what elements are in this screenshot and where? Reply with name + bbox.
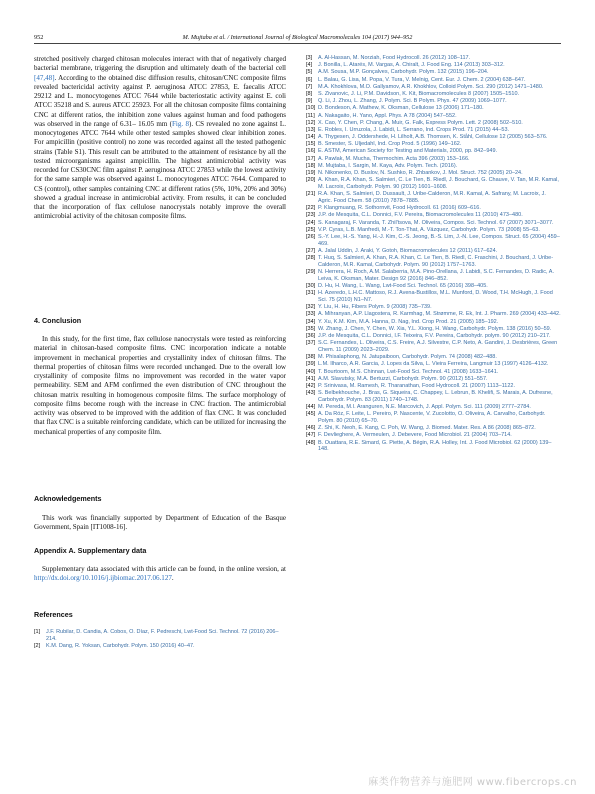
reference-item[interactable]: [306, 404, 561, 411]
reference-number: [27]: [306, 247, 316, 254]
reference-text[interactable]: Q. Li, J. Zhou, L. Zhang, J. Polym. Sci. B Polym. Phys. 47 (2009) 1069–1077.: [318, 98, 507, 105]
reference-text[interactable]: A. Al-Hassan, M. Norziah, Food Hydrocoll. 26 (2012) 108–117.: [318, 55, 471, 61]
reference-item[interactable]: [306, 62, 561, 69]
reference-number: [29]: [306, 269, 316, 276]
reference-item[interactable]: [306, 141, 561, 148]
reference-item[interactable]: [306, 248, 561, 255]
reference-number: [32]: [306, 304, 316, 311]
reference-number: [30]: [306, 283, 316, 290]
reference-number: [45]: [306, 411, 316, 418]
reference-text[interactable]: A. Jalal Uddin, J. Araki, Y. Gotoh, Biomacromolecules 12 (2011) 617–624.: [318, 247, 498, 254]
reference-item[interactable]: [306, 156, 561, 163]
reference-text[interactable]: N. Herrera, H. Roch, A.M. Salaberria, M.A. Pino-Orellana, J. Labidi, S.C. Fernandes, D. Radic, A. Leiva, K. Oksman, Mater. Design 92 (2016) 846–852.: [318, 269, 554, 282]
reference-item[interactable]: [306, 120, 561, 127]
reference-number: [6]: [306, 76, 313, 83]
reference-number: [5]: [306, 69, 313, 76]
reference-number: [37]: [306, 340, 316, 347]
reference-number: [16]: [306, 148, 316, 155]
reference-item[interactable]: [34, 629, 286, 643]
reference-text[interactable]: Z. Shi, K. Neoh, E. Kang, C. Poh, W. Wang, J. Biomed. Mater. Res. A 86 (2008) 865–872.: [318, 425, 536, 432]
reference-number: [14]: [306, 134, 316, 141]
reference-number: [9]: [306, 98, 313, 105]
reference-number: [28]: [306, 255, 316, 262]
reference-item[interactable]: [306, 304, 561, 311]
references-heading: References: [34, 610, 73, 619]
reference-item[interactable]: [306, 234, 561, 248]
reference-text[interactable]: E. ASTM, American Society for Testing and Materials, 2000, pp. 842–949.: [318, 148, 498, 155]
reference-item[interactable]: [306, 113, 561, 120]
reference-number: [44]: [306, 404, 316, 411]
reference-text[interactable]: M. Mujtaba, I. Sargin, M. Kaya, Adv. Polym. Tech. (2016).: [318, 162, 458, 169]
reference-item[interactable]: [306, 69, 561, 76]
reference-item[interactable]: [306, 361, 561, 368]
reference-item[interactable]: [306, 333, 561, 340]
reference-item[interactable]: [306, 177, 561, 191]
reference-item[interactable]: [306, 290, 561, 304]
reference-number: [41]: [306, 375, 316, 382]
reference-item[interactable]: [306, 170, 561, 177]
reference-item[interactable]: [306, 432, 561, 439]
reference-number: [19]: [306, 170, 316, 176]
reference-text[interactable]: H. Azeredo, L.H.C. Mattoso, R.J. Avena-Bustillos, M.L. Munford, D. Wood, T.H. McHugh, J. Food Sci. 75 (2010) N1–N7.: [318, 290, 553, 304]
reference-text[interactable]: J.F. Rubilar, D. Candia, A. Cobos, O. Díaz, F. Pedreschi, Lwt-Food Sci. Technol. 72 (2016) 206–214.: [46, 629, 279, 642]
appendix-paragraph: [34, 565, 286, 584]
reference-text[interactable]: T. Bourtoom, M.S. Chinnan, Lwt-Food Sci. Technol. 41 (2008) 1633–1641.: [318, 368, 499, 375]
reference-text[interactable]: V.P. Cyras, L.B. Manfredi, M.-T. Ton-That, A. Vázquez, Carbohydr. Polym. 73 (2008) 55–63.: [318, 226, 540, 233]
reference-text[interactable]: A. Pawlak, M. Mucha, Thermochim. Acta 396 (2003) 153–166.: [318, 155, 470, 162]
reference-text[interactable]: Y. Liu, H. Hu, Fibers Polym. 9 (2008) 735–739.: [318, 304, 432, 311]
header-rule: [34, 43, 561, 44]
reference-item[interactable]: [306, 220, 561, 227]
reference-item[interactable]: [306, 369, 561, 376]
reference-text[interactable]: E. Robles, I. Urruzola, J. Labidi, L. Serrano, Ind. Crops Prod. 71 (2015) 44–53.: [318, 126, 510, 133]
reference-number: [4]: [306, 62, 313, 69]
reference-number: [1]: [34, 629, 41, 635]
reference-number: [48]: [306, 439, 316, 446]
reference-item[interactable]: [34, 643, 286, 650]
reference-number: [10]: [306, 105, 316, 112]
left-column: [34, 55, 286, 649]
site-watermark: 麻类作物营养与施肥网 www.fibercrops.cn: [368, 777, 577, 788]
reference-number: [25]: [306, 226, 316, 233]
reference-number: [26]: [306, 233, 316, 240]
reference-item[interactable]: [306, 91, 561, 98]
page-number: 952: [34, 34, 44, 41]
reference-number: [39]: [306, 361, 316, 368]
reference-item[interactable]: [306, 411, 561, 425]
reference-number: [38]: [306, 354, 316, 361]
acknowledgements-paragraph: This work was financially supported by Department of Education of the Basque Government, Spain [IT1008-16].: [34, 514, 286, 532]
reference-text[interactable]: S. Kanagaraj, F. Varanda, T. Zhil'tsova, M. Oliveira, Compos. Sci. Technol. 67 (2007) 3071–3077.: [318, 219, 554, 226]
reference-text[interactable]: N. Nikonenko, D. Buslov, N. Sushko, R. Zhbankov, J. Mol. Struct. 752 (2005) 20–24.: [318, 170, 523, 176]
reference-item[interactable]: [306, 98, 561, 105]
reference-item[interactable]: [306, 425, 561, 432]
reference-number: [20]: [306, 177, 316, 184]
reference-number: [12]: [306, 119, 316, 126]
reference-number: [2]: [34, 642, 41, 649]
reference-number: [43]: [306, 390, 316, 397]
reference-text[interactable]: D. Hu, H. Wang, L. Wang, Lwt-Food Sci. Technol. 65 (2016) 398–405.: [318, 283, 488, 290]
reference-number: [42]: [306, 382, 316, 389]
acknowledgements-heading: Acknowledgements: [34, 494, 102, 503]
reference-item[interactable]: [306, 105, 561, 112]
reference-text[interactable]: L. Balau, G. Lisa, M. Popa, V. Tura, V. Melnig, Cent. Eur. J. Chem. 2 (2004) 638–647.: [318, 76, 526, 83]
reference-text[interactable]: B. Smester, S. Uljedahl, Ind. Crop Prod. 5 (1996) 149–162.: [318, 141, 462, 148]
figure-link-8[interactable]: Fig. 8: [172, 119, 190, 128]
reference-item[interactable]: [306, 390, 561, 404]
reference-number: [31]: [306, 290, 316, 297]
reference-text[interactable]: F. Devlieghere, A. Vermeulen, J. Debevere, Food Microbiol. 21 (2004) 703–714.: [318, 432, 512, 439]
reference-text[interactable]: S.C. Fernandes, L. Oliveira, C.S. Freire, A.J. Silvestre, C.P. Neto, A. Gandini, J. Desbrières, Green Chem. 11 (2009) 2023–2029.: [318, 340, 558, 353]
reference-number: [24]: [306, 219, 316, 226]
paragraph-text: stretched positively charged chitosan molecules interact with that of negatively charged bacterial membrane, triggering the disruption and ultimately death of the bacterial cell: [34, 55, 286, 73]
reference-text[interactable]: B. Ouattara, R.E. Simard, G. Piette, A. Bégin, R.A. Holley, Int. J. Food Microbiol. 62 (2000) 139–148.: [318, 439, 552, 453]
reference-number: [36]: [306, 332, 316, 339]
reference-text[interactable]: A.M. Slavutsky, M.A. Bertuzzi, Carbohydr. Polym. 90 (2012) 551–557.: [318, 375, 488, 382]
reference-item[interactable]: [306, 376, 561, 383]
reference-item[interactable]: [306, 319, 561, 326]
reference-item[interactable]: [306, 84, 561, 91]
reference-number: [23]: [306, 212, 316, 219]
reference-text[interactable]: J.P. de Mesquita, C.L. Donnici, I.F. Teixeira, F.V. Pereira, Carbohydr. polym. 90 (2012) 210–217.: [318, 332, 551, 339]
reference-text[interactable]: J.P. de Mesquita, C.L. Donnici, F.V. Pereira, Biomacromolecules 11 (2010) 473–480.: [318, 212, 523, 219]
paragraph-text: Supplementary data associated with this article can be found, in the online version, at: [42, 565, 286, 573]
reference-number: [15]: [306, 141, 316, 148]
reference-list-left: [34, 629, 286, 650]
reference-item[interactable]: [306, 77, 561, 84]
reference-number: [7]: [306, 83, 313, 90]
reference-text[interactable]: K.M. Dang, R. Yoksan, Carbohydr. Polym. 150 (2016) 40–47.: [46, 642, 195, 649]
reference-item[interactable]: [306, 134, 561, 141]
reference-number: [21]: [306, 191, 316, 198]
reference-text[interactable]: Y. Xu, K.M. Kim, M.A. Hanna, D. Nag, Ind. Crop Prod. 21 (2005) 185–192.: [318, 318, 499, 325]
reference-text[interactable]: A. Nakagaito, H. Yano, Appl. Phys. A 78 (2004) 547–552.: [318, 112, 457, 119]
paragraph-text: .: [171, 574, 174, 583]
reference-text[interactable]: A. Da Róz, F. Leite, L. Pereiro, P. Nascente, V. Zucolotto, O. Oliveira, A. Carvalho, Carbohydr. Polym. 80 (2010) 65–70.: [318, 411, 546, 425]
reference-item[interactable]: [306, 255, 561, 269]
reference-item[interactable]: [306, 212, 561, 219]
reference-item[interactable]: [306, 227, 561, 234]
reference-number: [8]: [306, 90, 313, 97]
appendix-heading: Appendix A. Supplementary data: [34, 546, 147, 555]
reference-number: [35]: [306, 325, 316, 332]
reference-item[interactable]: [306, 127, 561, 134]
reference-text[interactable]: L.M. Ilharco, A.R. Garcia, J. Lopes da Silva, L. Vieira Ferreira, Langmuir 13 (1997) 4126–4132.: [318, 361, 549, 368]
reference-list-right: [306, 55, 561, 454]
reference-text[interactable]: D. Bondeson, A. Mathew, K. Oksman, Cellulose 13 (2006) 171–180.: [318, 105, 484, 112]
reference-number: [33]: [306, 311, 316, 318]
reference-text[interactable]: M.A. Khokhlova, M.O. Gallyamov, A.R. Khokhlov, Colloid Polym. Sci. 290 (2012) 1471–1480.: [318, 83, 544, 90]
reference-text[interactable]: P. Klangmuang, R. Sothornvit, Food Hydrocoll. 61 (2016) 609–616.: [318, 205, 481, 212]
reference-item[interactable]: [306, 311, 561, 318]
reference-text[interactable]: A. Khan, R.A. Khan, S. Salmieri, C. Le Tien, B. Riedl, J. Bouchard, G. Chauve, V. Tan, M.R. Kamal, M. Lacroix, Carbohydr. Polym. 90 (2012) 1601–1608.: [318, 177, 559, 190]
supplementary-doi-link[interactable]: http://dx.doi.org/10.1016/j.ijbiomac.2017.06.127: [34, 574, 172, 583]
reference-item[interactable]: [306, 148, 561, 155]
conclusion-paragraph: In this study, for the first time, flax cellulose nanocrystals were tested as reinforcing material in chitosan-based composite films. CNC incorporation indicate a notable improvement in mechanical properties and crystallinity index of chitosan films. The thermal properties of chitosan films were recorded unchanged. Due to the overall low crystallinity of composite films no improvement was recorded in the water vapor permeability. SEM and AFM confirmed the even distribution of CNC throughout the chitosan matrix resulting in homogenous composite films. The surface morphology of composite films become rough with the increase in CNC fraction. The antimicrobial activity was observed to be improved with the addition of flax CNC. It was concluded that flax CNC is a suitable reinforcing candidate, which can be utilized for increasing the mechanical properties of any composite film.: [34, 335, 286, 436]
reference-item[interactable]: [306, 191, 561, 205]
reference-text[interactable]: S.-Y. Lee, H.-S. Yang, H.-J. Kim, C.-S. Jeong, B.-S. Lim, J.-N. Lee, Compos. Struct. 65 (2004) 459–469.: [318, 233, 560, 247]
reference-text[interactable]: M. Pereda, M.I. Aranguren, N.E. Marcovich, J. Appl. Polym. Sci. 111 (2009) 2777–2784.: [318, 404, 531, 411]
reference-text[interactable]: A.M. Sousa, M.P. Gonçalves, Carbohydr. Polym. 132 (2015) 196–204.: [318, 69, 489, 76]
reference-item[interactable]: [306, 283, 561, 290]
reference-item[interactable]: [306, 269, 561, 283]
reference-text[interactable]: J. Bonilla, L. Atarés, M. Vargas, A. Chiralt, J. Food Eng. 114 (2013) 303–312.: [318, 62, 505, 69]
reference-text[interactable]: T. Huq, S. Salmieri, A. Khan, R.A. Khan, C. Le Tien, B. Riedl, C. Fraschini, J. Bouchard, J. Uribe-Calderon, M.R. Kamal, Carbohydr. Polym. 90 (2012) 1757–1763.: [318, 255, 554, 268]
reference-text[interactable]: P. Srinivasa, M. Ramesh, R. Tharanathan, Food Hydrocoll. 21 (2007) 1113–1122.: [318, 382, 515, 389]
reference-number: [11]: [306, 112, 315, 119]
reference-text[interactable]: X. Cao, Y. Chen, P. Chang, A. Muir, G. Falk, Express Polym. Lett. 2 (2008) 502–510.: [318, 119, 523, 126]
reference-text[interactable]: S. Zivanovic, J. Li, P.M. Davidson, K. Kit, Biomacromolecules 8 (2007) 1505–1510.: [318, 90, 520, 97]
reference-text[interactable]: A. Mihranyan, A.P. Llagostera, R. Karmhag, M. Strømme, R. Ek, Int. J. Pharm. 269 (2004) 433–442.: [318, 311, 561, 318]
reference-number: [22]: [306, 205, 316, 212]
reference-number: [17]: [306, 155, 316, 162]
reference-text[interactable]: S. Belbekhouche, J. Bras, G. Siqueira, C. Chappey, L. Lebrun, B. Khelifi, S. Marais, A. Dufresne, Carbohydr. Polym. 83 (2011) 1740–1748.: [318, 390, 553, 403]
conclusion-heading: 4. Conclusion: [34, 316, 82, 325]
reference-item[interactable]: [306, 163, 561, 170]
reference-number: [13]: [306, 126, 316, 133]
reference-number: [46]: [306, 425, 316, 432]
reference-number: [40]: [306, 368, 316, 375]
reference-number: [34]: [306, 318, 316, 325]
reference-number: [18]: [306, 162, 316, 169]
reference-item[interactable]: [306, 326, 561, 333]
reference-item[interactable]: [306, 354, 561, 361]
reference-number: [47]: [306, 432, 316, 439]
reference-item[interactable]: [306, 383, 561, 390]
reference-item[interactable]: [306, 55, 561, 62]
paragraph-text: . According to the obtained disc diffusion results, chitosan/CNC composite films revealed bactericidal activity against P. aeruginosa ATCC 27853, E. faecalis ATCC 29212 and L. monocytogenes ATCC 7644 while bacteriostatic activity against E. coli ATCC 35218 and S. aureus ATCC 25923. For all the chitosan composite films containing CNC at different ratios, the inhibition zone values against human and food pathogens was observed in the range of 6.31– 16.05 mm (: [34, 73, 286, 128]
reference-text[interactable]: M. Phisalaphong, N. Jatupaiboon, Carbohydr. Polym. 74 (2008) 482–488.: [318, 354, 497, 361]
reference-text[interactable]: W. Zhang, J. Chen, Y. Chen, W. Xia, Y.L. Xiong, H. Wang, Carbohydr. Polym. 138 (2016) 50–59.: [318, 325, 552, 332]
paragraph-text: ). CS revealed no zone against L. monocytogenes ATCC 7644 while other tested samples showed clear inhibition zones. For ampicillin (positive control) no zone was recorded against all the tested pathogenic strains (Table S1). This result can be attributed to the attainment of resistance by all the tested microorganisms against ampicillin. The highest antimicrobial activity was recorded for CS30CNC film against P. aeruginosa ATCC 27853 while the lowest activity for the same sample was observed against L. monocytogenes ATCC 7644. Compared to CS (control), other samples containing CNC at different ratios (5%, 10%, 20% and 30%) showed a gradual increase in antimicrobial activity. From results, it can be concluded that the incorporation of flax cellulose nanocrystals notably improve the overall antimicrobial activity of the chitosan composite films.: [34, 119, 286, 221]
results-paragraph: [34, 55, 286, 222]
journal-citation: M. Mujtaba et al. / International Journal of Biological Macromolecules 104 (2017) 944–952: [182, 34, 413, 41]
reference-text[interactable]: A. Thygesen, J. Oddershede, H. Lilholt, A.B. Thomsen, K. Ståhl, Cellulose 12 (2005) 563–576.: [318, 134, 548, 141]
reference-text[interactable]: R.A. Khan, S. Salmieri, D. Dussault, J. Uribe-Calderon, M.R. Kamal, A. Safrany, M. Lacroix, J. Agric. Food Chem. 58 (2010) 7878–7885.: [318, 191, 546, 204]
reference-number: [3]: [306, 55, 313, 61]
reference-item[interactable]: [306, 340, 561, 354]
reference-item[interactable]: [306, 205, 561, 212]
reference-item[interactable]: [306, 440, 561, 454]
citation-link-47-48[interactable]: [47,48]: [34, 73, 55, 82]
